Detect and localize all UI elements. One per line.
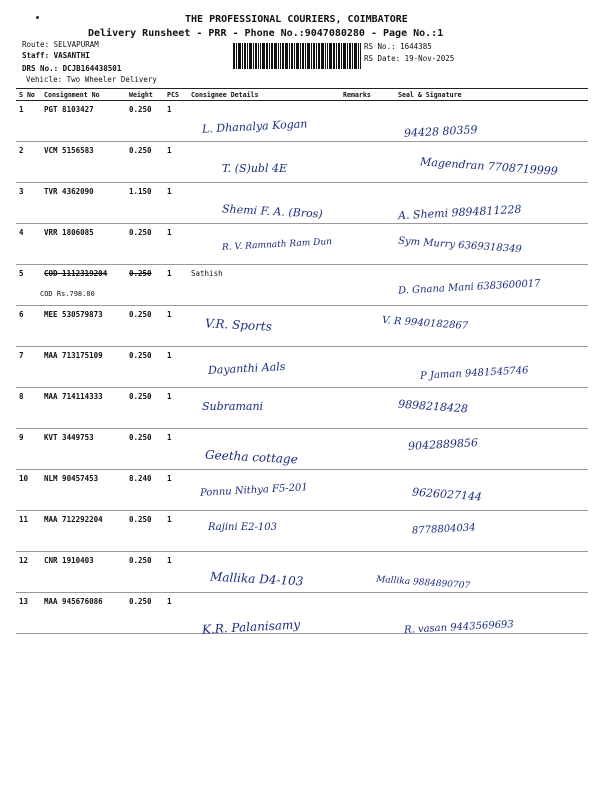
cell-remarks xyxy=(340,101,395,142)
cell-consignment xyxy=(41,470,126,511)
cell-weight xyxy=(126,552,164,593)
handwritten-signature: 94428 80359 xyxy=(403,123,478,140)
cell-weight xyxy=(126,470,164,511)
table-row xyxy=(16,511,588,552)
cell-consignment-text: MAA 712292204 xyxy=(44,515,103,524)
cell-sno-text: 10 xyxy=(19,474,29,483)
cell-weight xyxy=(126,347,164,388)
cell-consignment-text: MEE 530579873 xyxy=(44,310,103,319)
cell-sno-text: 3 xyxy=(19,187,24,196)
cell-sno xyxy=(16,593,41,634)
cell-pcs-text: 1 xyxy=(167,392,172,401)
handwritten-consignee-name: Ponnu Nithya F5-201 xyxy=(199,482,309,499)
cell-weight-text: 0.250 xyxy=(129,392,152,401)
cell-weight xyxy=(126,183,164,224)
cell-weight-text: 1.150 xyxy=(129,187,152,196)
cell-consignment-text: VCM 5156583 xyxy=(44,146,94,155)
cell-consignment-text: KVT 3449753 xyxy=(44,433,94,442)
cell-weight xyxy=(126,224,164,265)
cell-consignment-text: VRR 1806085 xyxy=(44,228,94,237)
cell-pcs xyxy=(164,470,188,511)
cell-sno-text: 11 xyxy=(19,515,29,524)
cell-consignment xyxy=(41,101,126,142)
cell-sno xyxy=(16,429,41,470)
cell-pcs xyxy=(164,306,188,347)
handwritten-consignee-name: V.R. Sports xyxy=(204,316,273,334)
handwritten-signature: 9042889856 xyxy=(407,436,479,453)
cell-weight-text: 0.250 xyxy=(129,310,152,319)
cell-pcs xyxy=(164,101,188,142)
cell-weight xyxy=(126,265,164,306)
cell-sno xyxy=(16,306,41,347)
cell-pcs xyxy=(164,142,188,183)
handwritten-signature: 9626027144 xyxy=(411,485,483,504)
cell-sno xyxy=(16,470,41,511)
cell-consignment xyxy=(41,224,126,265)
handwritten-consignee-name: T. (S)ubl 4E xyxy=(222,162,288,175)
cell-sno-text: 12 xyxy=(19,556,29,565)
cell-weight-text: 0.250 xyxy=(129,433,152,442)
cell-weight xyxy=(126,511,164,552)
cell-consignee xyxy=(188,265,340,306)
col-sno: S No xyxy=(16,89,41,101)
cell-pcs-text: 1 xyxy=(167,146,172,155)
cell-weight-text: 0.250 xyxy=(129,515,152,524)
handwritten-consignee-name: L. Dhanalya Kogan xyxy=(201,117,308,136)
cell-remarks xyxy=(340,183,395,224)
cell-pcs-text: 1 xyxy=(167,597,172,606)
cell-weight-text: 8.240 xyxy=(129,474,152,483)
cell-consignment-text: MAA 714114333 xyxy=(44,392,103,401)
cell-weight xyxy=(126,429,164,470)
route-label: Route: SELVAPURAM xyxy=(22,40,99,49)
rs-date: RS Date: 19-Nov-2025 xyxy=(364,54,455,63)
cell-remarks xyxy=(340,347,395,388)
cell-pcs xyxy=(164,593,188,634)
table-row xyxy=(16,388,588,429)
cell-sno xyxy=(16,101,41,142)
cell-consignment-text: NLM 90457453 xyxy=(44,474,99,483)
cell-pcs xyxy=(164,511,188,552)
col-remarks: Remarks xyxy=(340,89,395,101)
cell-pcs xyxy=(164,183,188,224)
cell-pcs xyxy=(164,347,188,388)
cell-consignment xyxy=(41,388,126,429)
table-header-row xyxy=(16,89,588,101)
cell-pcs xyxy=(164,388,188,429)
cell-sno-text: 7 xyxy=(19,351,24,360)
handwritten-consignee-name: Subramani xyxy=(202,400,264,413)
cell-consignment xyxy=(41,552,126,593)
cell-sno xyxy=(16,183,41,224)
cell-sno-text: 4 xyxy=(19,228,24,237)
handwritten-consignee-name: Geetha cottage xyxy=(204,447,299,467)
cell-sno xyxy=(16,142,41,183)
cell-pcs-text: 1 xyxy=(167,474,172,483)
cell-weight-text: 0.250 xyxy=(129,228,152,237)
cell-sno xyxy=(16,388,41,429)
cell-consignment-text: CNR 1910403 xyxy=(44,556,94,565)
cell-consignment-text: COD 1112319204 xyxy=(44,269,108,278)
cell-remarks xyxy=(340,224,395,265)
cell-remarks xyxy=(340,388,395,429)
cell-remarks xyxy=(340,470,395,511)
handwritten-consignee-name: Shemi F. A. (Bros) xyxy=(221,202,323,221)
cell-pcs-text: 1 xyxy=(167,228,172,237)
cell-consignment xyxy=(41,511,126,552)
cell-sno xyxy=(16,224,41,265)
handwritten-consignee-name: Rajini E2-103 xyxy=(208,522,277,533)
cell-weight-text: 0.250 xyxy=(129,556,152,565)
handwritten-signature: 8778804034 xyxy=(411,522,476,537)
drs-number: DRS No.: DCJB164438501 xyxy=(22,64,122,73)
runsheet-subtitle: Delivery Runsheet - PRR - Phone No.:9047080280 - Page No.:1 xyxy=(88,28,444,39)
col-consignee: Consignee Details xyxy=(188,89,340,101)
cell-consignment-text: MAA 945676086 xyxy=(44,597,103,606)
cell-pcs xyxy=(164,224,188,265)
cell-remarks xyxy=(340,429,395,470)
company-title: THE PROFESSIONAL COURIERS, COIMBATORE xyxy=(185,14,408,25)
cell-pcs-text: 1 xyxy=(167,269,172,278)
cell-pcs xyxy=(164,265,188,306)
table-row xyxy=(16,306,588,347)
cell-weight-text: 0.250 xyxy=(129,351,152,360)
cell-pcs-text: 1 xyxy=(167,187,172,196)
handwritten-signature: D. Gnana Mani 6383600017 xyxy=(397,278,541,297)
cell-weight xyxy=(126,388,164,429)
cell-pcs xyxy=(164,552,188,593)
cell-remarks xyxy=(340,552,395,593)
cell-consignment xyxy=(41,265,126,306)
col-weight: Weight xyxy=(126,89,164,101)
cell-pcs-text: 1 xyxy=(167,433,172,442)
handwritten-signature: Magendran 7708719999 xyxy=(419,155,559,178)
handwritten-signature: V. R 9940182867 xyxy=(381,315,469,332)
cell-sno-text: 6 xyxy=(19,310,24,319)
handwritten-consignee-name: Dayanthi Aals xyxy=(207,359,286,378)
col-consignment: Consignment No xyxy=(41,89,126,101)
col-signature: Seal & Signature xyxy=(395,89,588,101)
handwritten-signature: P Jaman 9481545746 xyxy=(419,365,529,382)
cell-sno-text: 9 xyxy=(19,433,24,442)
cell-pcs-text: 1 xyxy=(167,351,172,360)
cell-consignment xyxy=(41,183,126,224)
cell-sno xyxy=(16,511,41,552)
cell-sno-text: 1 xyxy=(19,105,24,114)
cell-sno-text: 8 xyxy=(19,392,24,401)
handwritten-signature: Sym Murry 6369318349 xyxy=(397,235,523,256)
cell-weight-text: 0.250 xyxy=(129,597,152,606)
cell-remarks xyxy=(340,142,395,183)
vehicle-label: Vehicle: Two Wheeler Delivery xyxy=(26,75,157,84)
cell-weight-text: 0.250 xyxy=(129,269,152,278)
cell-weight-text: 0.250 xyxy=(129,105,152,114)
cell-remarks xyxy=(340,511,395,552)
cell-consignment-text: TVR 4362090 xyxy=(44,187,94,196)
cell-weight xyxy=(126,593,164,634)
handwritten-consignee-name: Mallika D4-103 xyxy=(209,569,304,589)
cod-amount: COD Rs.798.00 xyxy=(40,290,95,298)
cell-sno-text: 13 xyxy=(19,597,29,606)
table-row xyxy=(16,429,588,470)
cell-weight xyxy=(126,101,164,142)
scan-dot xyxy=(36,16,39,19)
cell-weight xyxy=(126,142,164,183)
cell-consignment xyxy=(41,142,126,183)
cell-remarks xyxy=(340,593,395,634)
handwritten-consignee-name: K.R. Palanisamy xyxy=(201,617,301,637)
handwritten-consignee-name: R. V. Ramnath Ram Dun xyxy=(221,237,333,253)
staff-label: Staff: VASANTHI xyxy=(22,51,90,60)
cell-consignment xyxy=(41,593,126,634)
cell-pcs xyxy=(164,429,188,470)
cell-weight-text: 0.250 xyxy=(129,146,152,155)
cell-consignment xyxy=(41,429,126,470)
cell-weight xyxy=(126,306,164,347)
cell-sno-text: 2 xyxy=(19,146,24,155)
cell-pcs-text: 1 xyxy=(167,556,172,565)
cell-consignment-text: MAA 713175109 xyxy=(44,351,103,360)
handwritten-signature: R. vasan 9443569693 xyxy=(403,619,515,636)
cell-pcs-text: 1 xyxy=(167,515,172,524)
cell-sno xyxy=(16,552,41,593)
handwritten-signature: 9898218428 xyxy=(397,397,469,416)
cell-pcs-text: 1 xyxy=(167,310,172,319)
cell-sno-text: 5 xyxy=(19,269,24,278)
handwritten-signature: Mallika 9884890707 xyxy=(375,574,471,592)
cell-consignment xyxy=(41,347,126,388)
cell-sno xyxy=(16,347,41,388)
barcode-image xyxy=(233,43,361,69)
cell-consignment-text: PGT 8103427 xyxy=(44,105,94,114)
handwritten-signature: A. Shemi 9894811228 xyxy=(397,202,522,223)
cell-sno xyxy=(16,265,41,306)
rs-number: RS No.: 1644385 xyxy=(364,42,432,51)
cell-consignee-text: Sathish xyxy=(191,269,223,278)
cell-pcs-text: 1 xyxy=(167,105,172,114)
cell-remarks xyxy=(340,265,395,306)
cell-consignment xyxy=(41,306,126,347)
col-pcs: PCS xyxy=(164,89,188,101)
